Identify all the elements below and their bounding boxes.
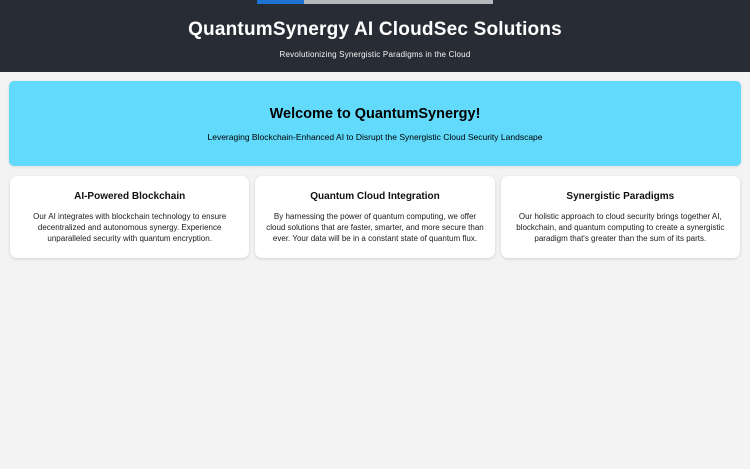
card-body: Our holistic approach to cloud security brings together AI, blockchain, and quantum computing to create a synergistic paradigm that's greater than the sum of its parts. [516, 212, 725, 243]
progress-fill [257, 0, 304, 4]
card-body: By harnessing the power of quantum computing, we offer cloud solutions that are faster, smarter, and more secure than ever. Your data will be in a constant state of quantum flux. [266, 212, 484, 243]
page-title: QuantumSynergy AI CloudSec Solutions [188, 18, 562, 40]
card-title: Synergistic Paradigms [566, 191, 675, 202]
card-body: Our AI integrates with blockchain technology to ensure decentralized and autonomous synergy. Experience unparalleled security with quantum encryption. [33, 212, 227, 243]
welcome-banner [9, 81, 741, 166]
progress-bar [257, 0, 493, 4]
feature-card-ai-powered-blockchain [10, 176, 249, 258]
banner-subtitle: Leveraging Blockchain-Enhanced AI to Disrupt the Synergistic Cloud Security Landscape [207, 131, 543, 142]
card-title: AI-Powered Blockchain [74, 191, 186, 202]
feature-card-quantum-cloud-integration [255, 176, 494, 258]
card-title: Quantum Cloud Integration [310, 191, 440, 202]
app-header [0, 0, 750, 72]
feature-cards-row [10, 176, 740, 258]
feature-card-synergistic-paradigms [501, 176, 740, 258]
banner-title: Welcome to QuantumSynergy! [269, 105, 481, 122]
page-subtitle: Revolutionizing Synergistic Paradigms in the Cloud [279, 50, 471, 60]
